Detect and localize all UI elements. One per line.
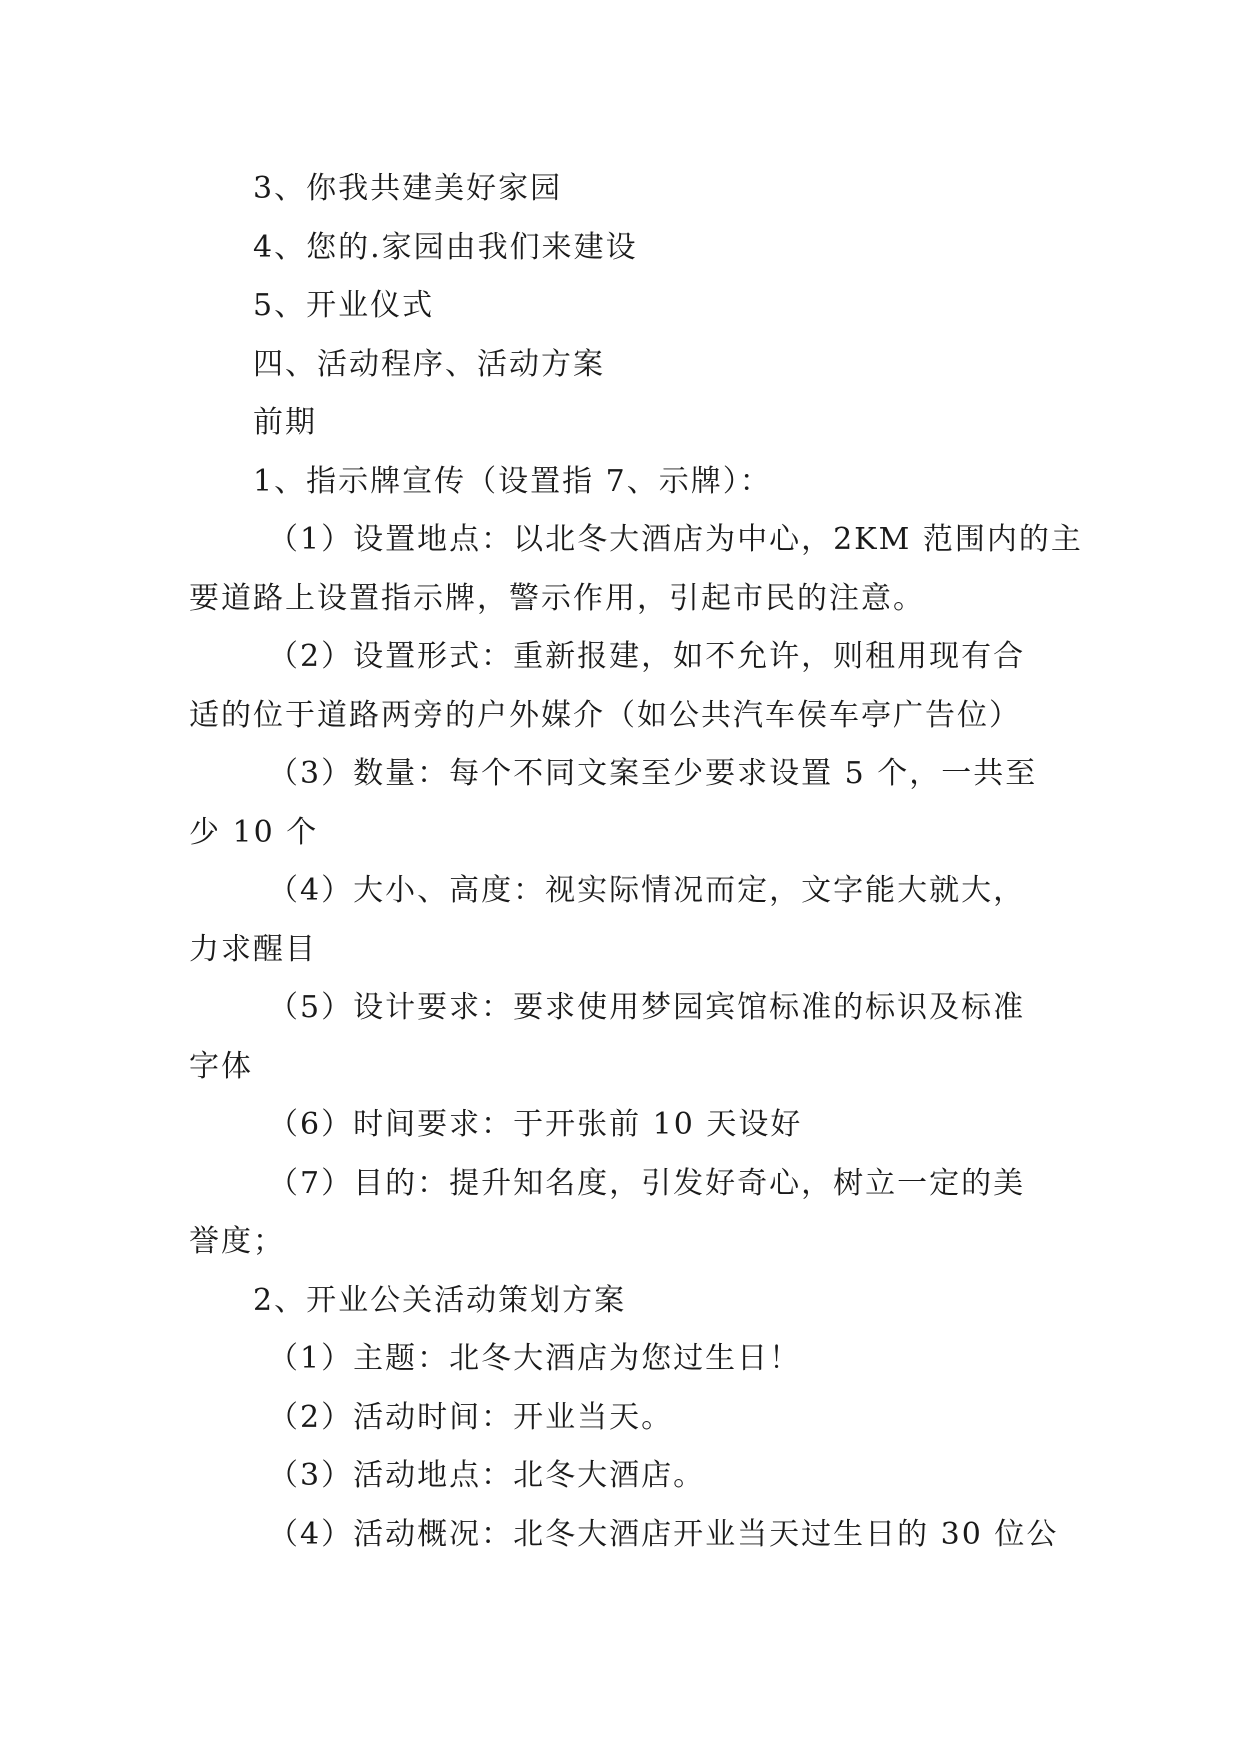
- paragraph-line: 字体: [189, 1048, 253, 1084]
- paragraph-line: （1）主题：北冬大酒店为您过生日！: [268, 1341, 802, 1376]
- paragraph-line: （3）数量：每个不同文案至少要求设置 5 个，一共至: [268, 756, 1038, 791]
- paragraph-line: （4）大小、高度：视实际情况而定，文字能大就大，: [268, 873, 1026, 908]
- list-item: 4、您的.家园由我们来建设: [253, 229, 638, 265]
- list-item: 2、开业公关活动策划方案: [253, 1282, 627, 1318]
- section-heading: 四、活动程序、活动方案: [253, 346, 605, 382]
- list-item: 5、开业仪式: [253, 288, 435, 323]
- paragraph-line: （7）目的：提升知名度，引发好奇心，树立一定的美: [268, 1165, 1026, 1201]
- paragraph-line: （1）设置地点：以北冬大酒店为中心，2KM 范围内的主: [268, 522, 1083, 557]
- paragraph-line: 少 10 个: [189, 814, 319, 850]
- list-item: 1、指示牌宣传（设置指 7、示牌）：: [253, 463, 772, 499]
- paragraph-line: （6）时间要求：于开张前 10 天设好: [268, 1107, 803, 1142]
- paragraph-line: （4）活动概况：北冬大酒店开业当天过生日的 30 位公: [268, 1516, 1059, 1552]
- paragraph-line: （3）活动地点：北冬大酒店。: [268, 1458, 706, 1493]
- subsection-heading: 前期: [253, 405, 317, 440]
- paragraph-line: （2）设置形式：重新报建，如不允许，则租用现有合: [268, 639, 1026, 674]
- paragraph-line: （2）活动时间：开业当天。: [268, 1399, 674, 1435]
- document-body: [189, 160, 1083, 1564]
- paragraph-line: 誉度；: [189, 1224, 285, 1259]
- list-item: 3、你我共建美好家园: [253, 171, 563, 206]
- paragraph-line: 要道路上设置指示牌，警示作用，引起市民的注意。: [189, 580, 925, 616]
- paragraph-line: 适的位于道路两旁的户外媒介（如公共汽车侯车亭广告位）: [189, 697, 1021, 733]
- paragraph-line: 力求醒目: [189, 931, 317, 967]
- paragraph-line: （5）设计要求：要求使用梦园宾馆标准的标识及标准: [268, 990, 1026, 1025]
